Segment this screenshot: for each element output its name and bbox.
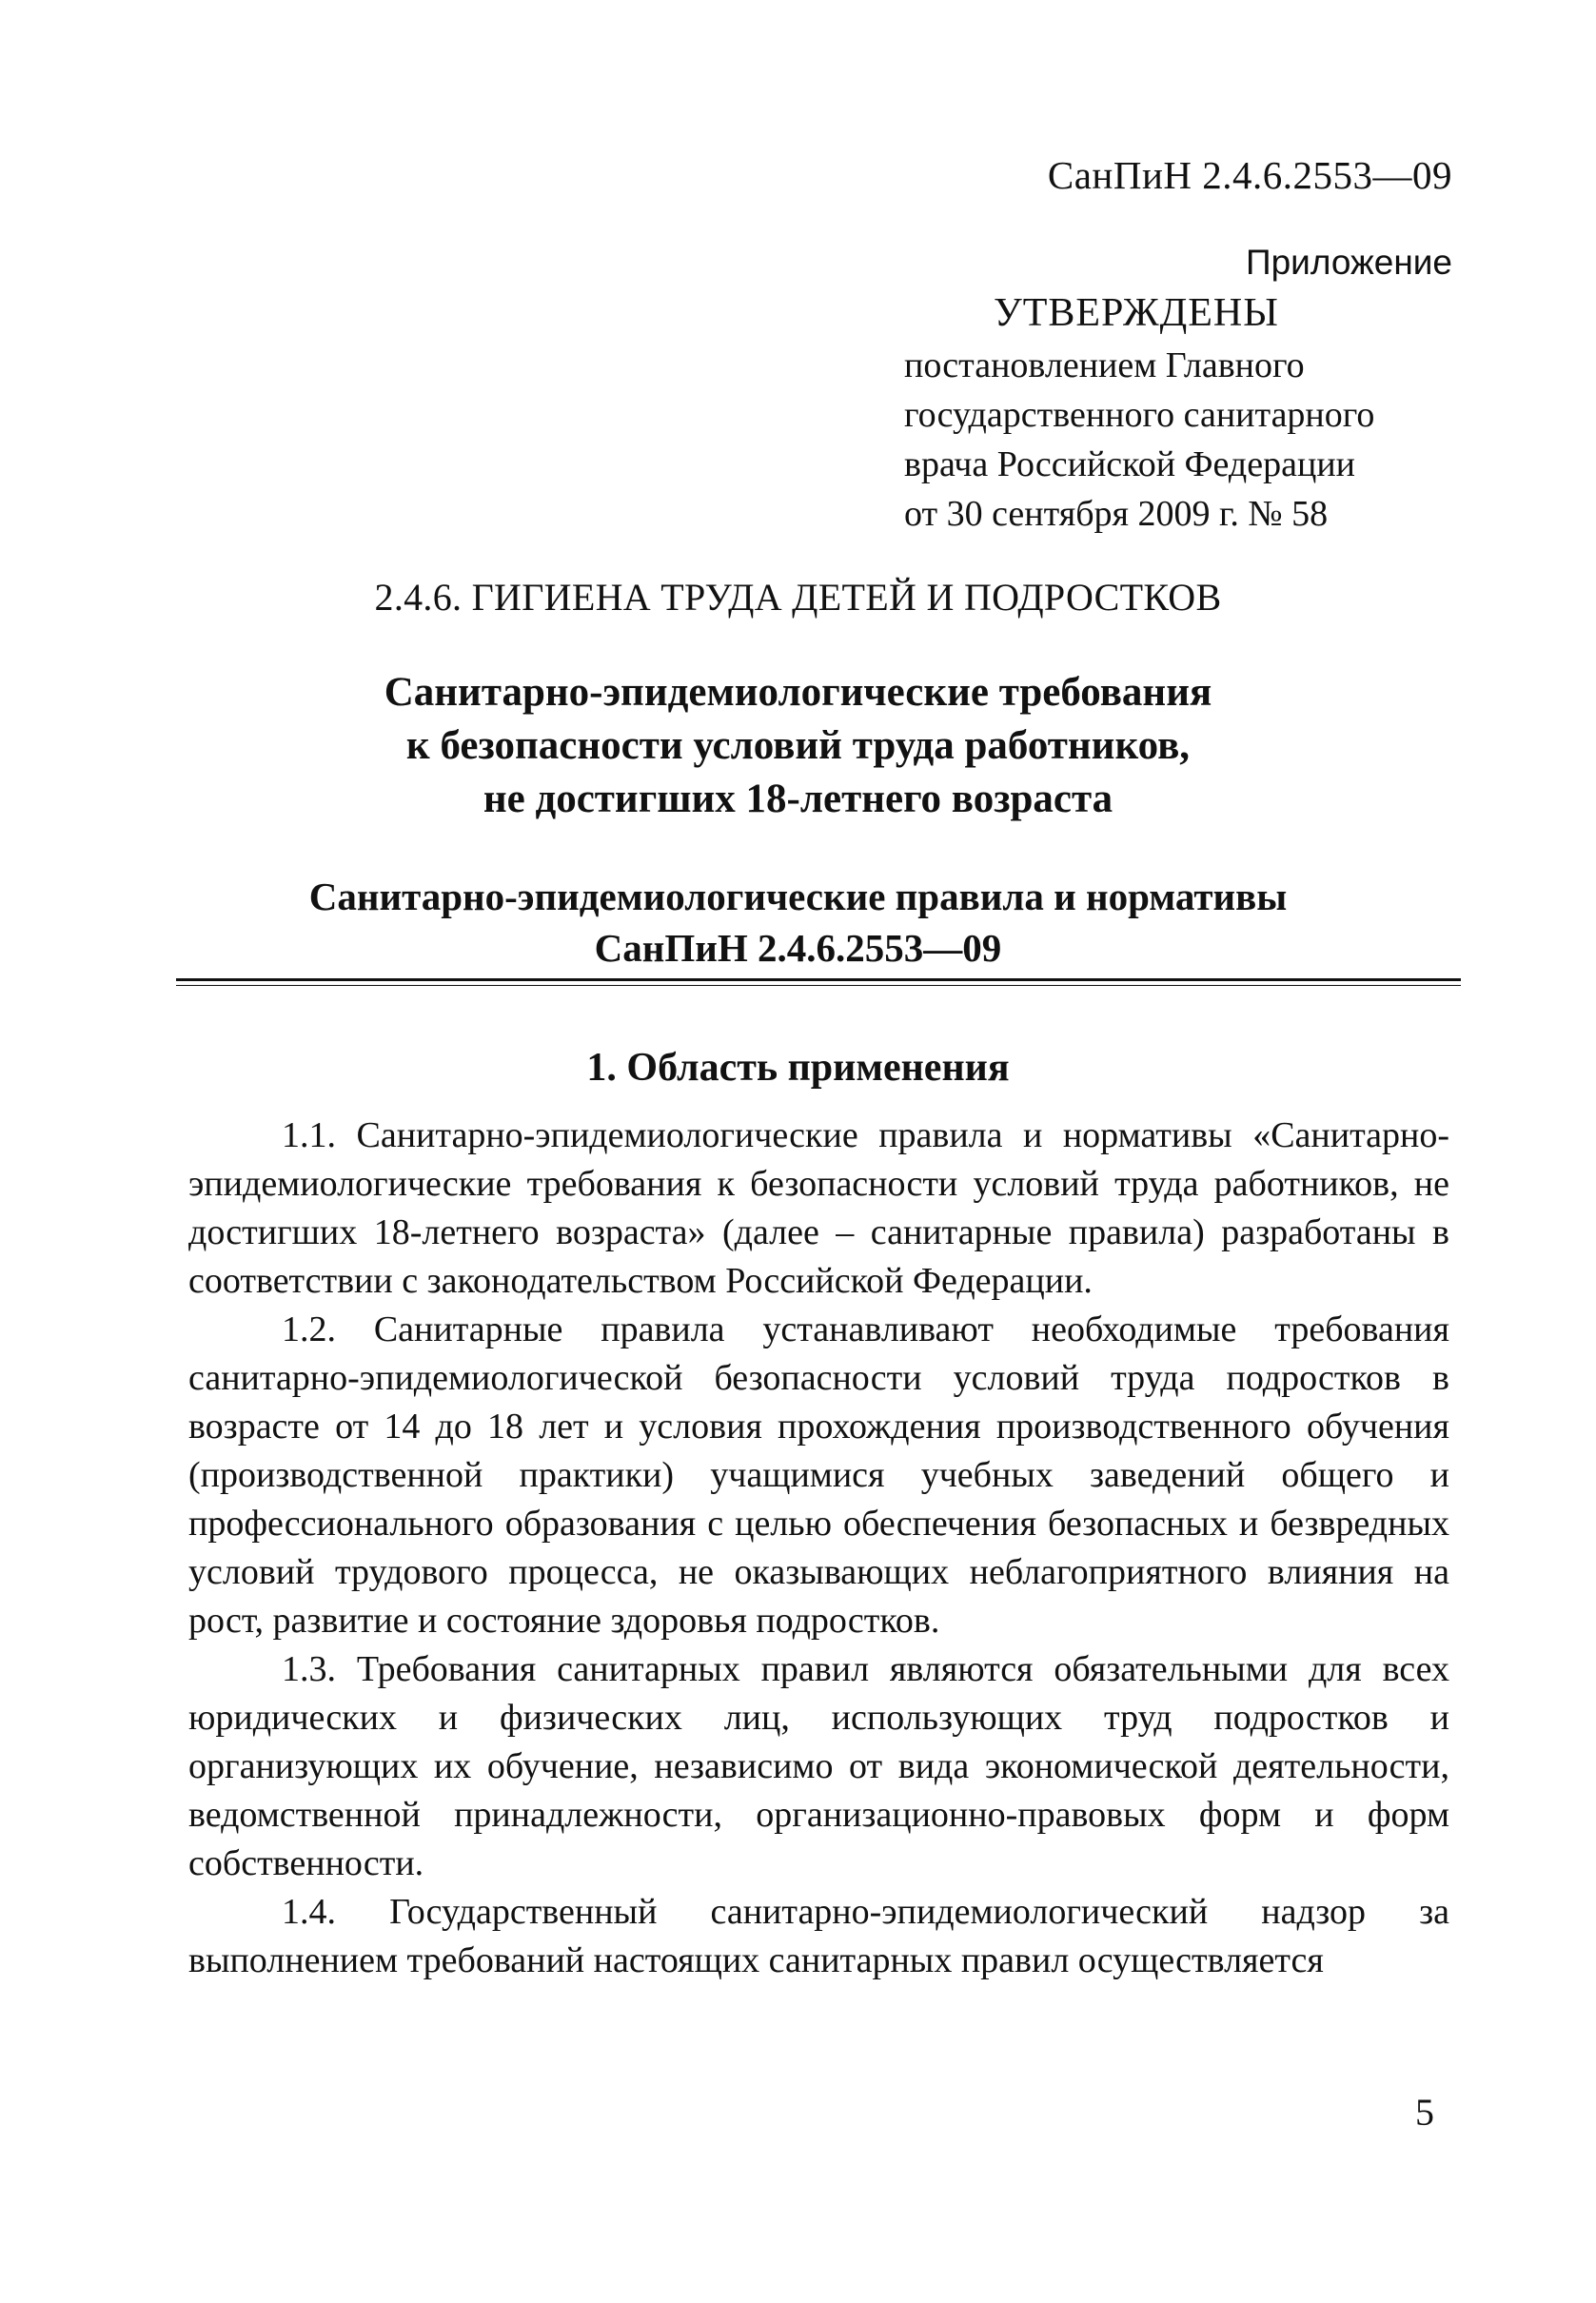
approved-heading: УТВЕРЖДЕНЫ [994,291,1279,335]
section-title: 2.4.6. ГИГИЕНА ТРУДА ДЕТЕЙ И ПОДРОСТКОВ [374,576,1222,619]
document-code-header: СанПиН 2.4.6.2553—09 [1047,153,1452,197]
page-number: 5 [1415,2091,1434,2134]
approval-line: врача Российской Федерации [904,444,1355,484]
paragraph: 1.1. Санитарно-эпидемиологические правила и нормативы «Санитарно-эпидемиологические требования к безопасности условий труда работников, не достигших 18-летнего возраста» (далее – санитарные правила) разработаны в соответствии с законодательством Российской Федерации. [188,1115,1449,1301]
paragraph: 1.4. Государственный санитарно-эпидемиологический надзор за выполнением требований настоящих санитарных правил осуществляется [188,1892,1449,1980]
approval-line: от 30 сентября 2009 г. № 58 [904,494,1329,534]
chapter-title: 1. Область применения [586,1046,1010,1090]
rules-title [0,871,1596,974]
rules-title-line: СанПиН 2.4.6.2553—09 [594,926,1002,970]
paragraph: 1.2. Санитарные правила устанавливают необходимые требования санитарно-эпидемиологической безопасности условий труда подростков в возрасте от 14 до 18 лет и условия прохождения производственного обучения (производственной практики) учащимися учебных заведений общего и профессионального образования с целью обеспечения безопасных и безвредных условий трудового процесса, не оказывающих неблагоприятного влияния на рост, развитие и состояние здоровья подростков. [188,1309,1449,1641]
main-title-line: к безопасности условий труда работников, [405,723,1191,768]
main-title-line: Санитарно-эпидемиологические требования [384,670,1212,715]
main-title-line: не достигших 18-летнего возраста [483,777,1113,821]
appendix-label: Приложение [1245,243,1452,282]
main-title [0,666,1596,826]
title-divider [176,978,1461,986]
approval-block [904,285,1475,539]
rules-title-line: Санитарно-эпидемиологические правила и нормативы [308,875,1288,918]
approval-line: постановлением Главного [904,345,1305,385]
body-text [188,1112,1449,1985]
approval-line: государственного санитарного [904,395,1375,435]
paragraph: 1.3. Требования санитарных правил являются обязательными для всех юридических и физических лиц, использующих труд подростков и организующих их обучение, независимо от вида экономической деятельности, ведомственной принадлежности, организационно-правовых форм и форм собственности. [188,1649,1449,1883]
